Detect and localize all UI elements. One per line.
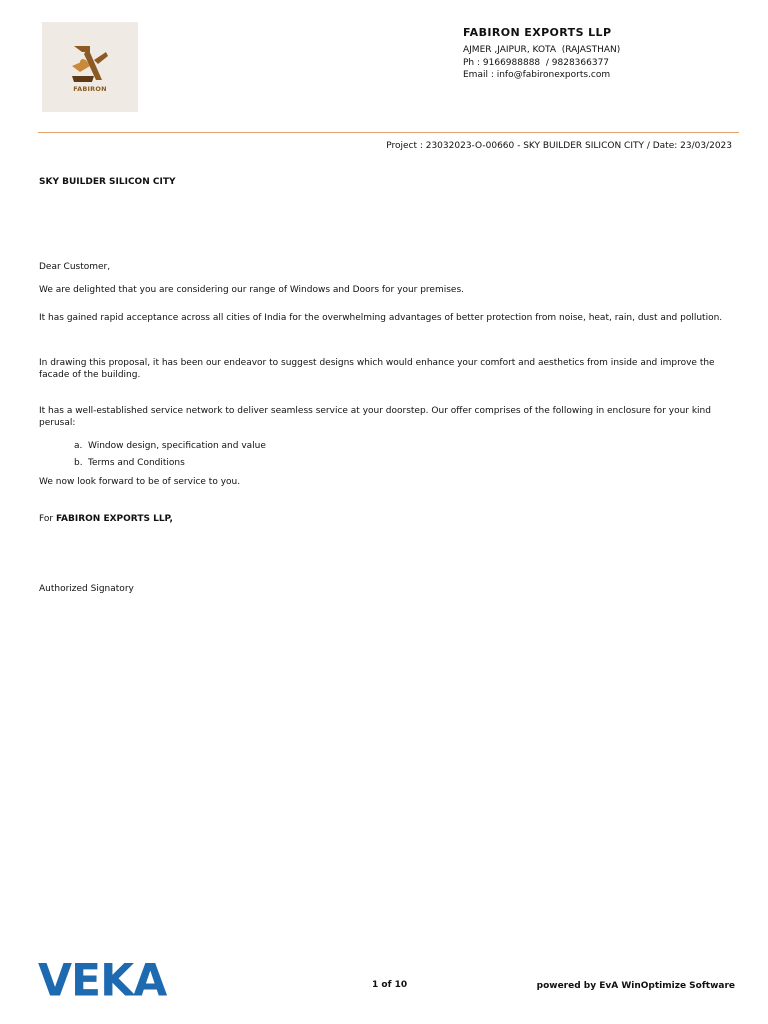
header-divider (38, 132, 739, 133)
closing-line: We now look forward to be of service to you. (39, 477, 241, 487)
list-item (74, 458, 185, 468)
project-line: Project : 23032023-O-00660 - SKY BUILDER SILICON CITY / Date: 23/03/2023 (386, 141, 732, 151)
paragraph-4: It has a well-established service network to deliver seamless service at your doorstep. Our offer comprises of the following in enclosure for your kind perusal: (39, 406, 711, 428)
company-email: Email : info@fabironexports.com (463, 70, 611, 80)
list-marker: a. (74, 441, 83, 451)
list-item (74, 441, 266, 451)
powered-by: powered by EvA WinOptimize Software (536, 981, 735, 991)
authorized-signatory: Authorized Signatory (39, 584, 134, 594)
page-number: 1 of 10 (372, 980, 408, 990)
for-company-line (39, 513, 729, 525)
paragraph-1: We are delighted that you are considering our range of Windows and Doors for your premises. (39, 285, 465, 295)
company-logo (42, 22, 138, 112)
fabiron-emblem-icon (68, 42, 112, 86)
greeting: Dear Customer, (39, 262, 111, 272)
paragraph-2: It has gained rapid acceptance across all cities of India for the overwhelming advantages of better protection from noise, heat, rain, dust and pollution. (39, 313, 723, 323)
for-prefix: For (39, 514, 54, 524)
for-company-name: FABIRON EXPORTS LLP, (55, 514, 173, 524)
list-text: Window design, specification and value (88, 441, 266, 451)
company-phone: Ph : 9166988888 / 9828366377 (463, 58, 610, 68)
list-text: Terms and Conditions (88, 458, 185, 468)
company-name: FABIRON EXPORTS LLP (463, 26, 612, 39)
veka-logo: VEKA (38, 954, 167, 1007)
company-address: AJMER ,JAIPUR, KOTA (RAJASTHAN) (463, 45, 621, 55)
subject-line: SKY BUILDER SILICON CITY (39, 177, 176, 187)
logo-text: FABIRON (73, 85, 107, 93)
list-marker: b. (74, 458, 83, 468)
paragraph-3: In drawing this proposal, it has been our endeavor to suggest designs which would enhance your comfort and aesthetics from inside and improve the facade of the building. (39, 358, 715, 380)
